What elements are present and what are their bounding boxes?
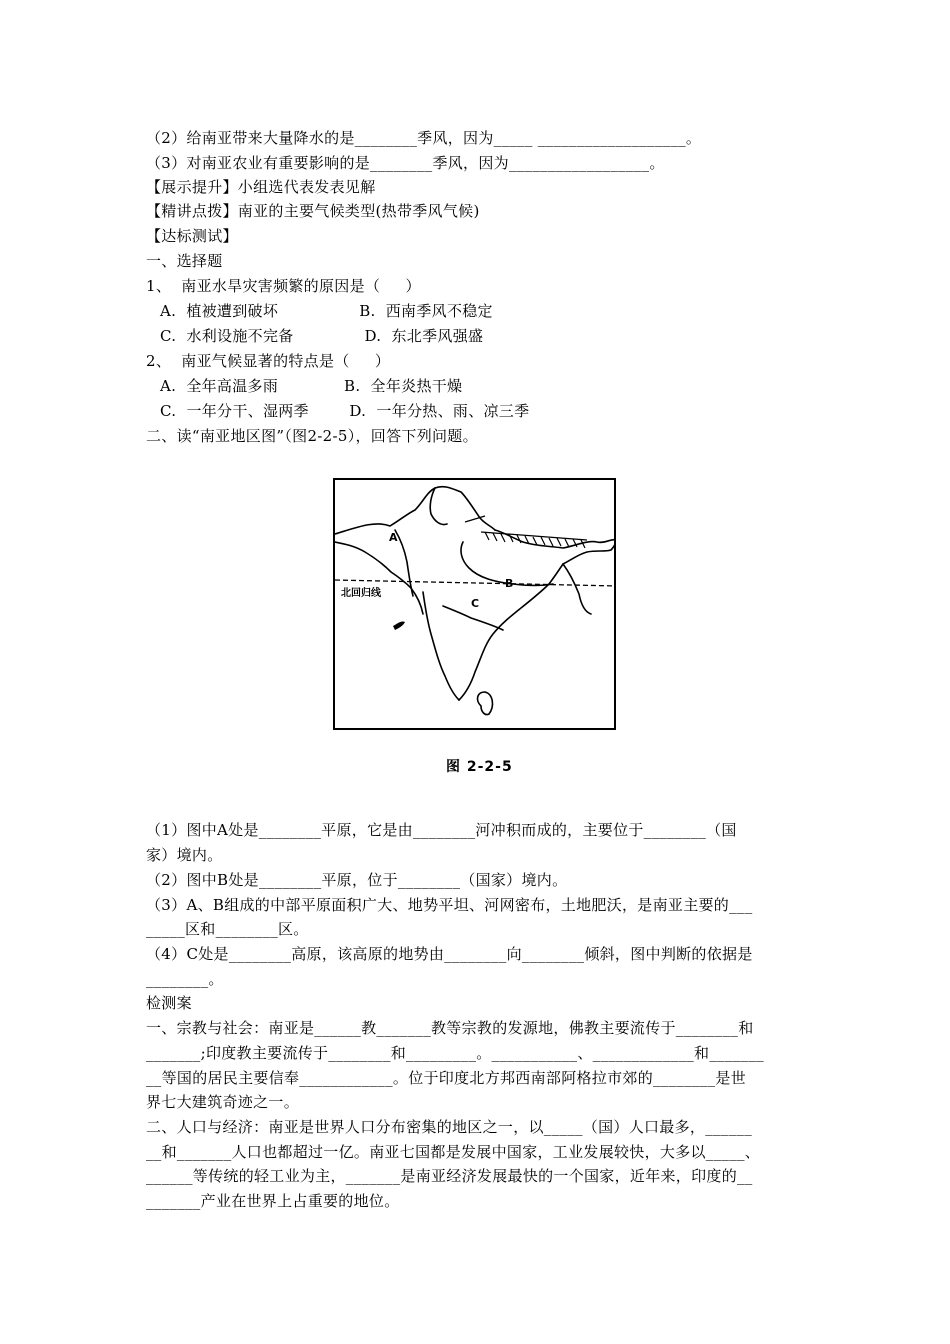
choice-q1: 1、 南亚水旱灾害频繁的原因是（ ）: [146, 277, 421, 295]
choice-q1-options-ab: A. 植被遭到破坏 B. 西南季风不稳定: [160, 302, 493, 320]
choice-q2-options-ab: A. 全年高温多雨 B. 全年炎热干燥: [160, 377, 463, 395]
economy-line3: ______等传统的轻工业为主，_______是南亚经济发展最快的一个国家，近年来，印度的__: [146, 1167, 753, 1185]
map-q1-line1: （1）图中A处是________平原，它是由________河冲积而成的，主要位于________（国: [146, 821, 737, 839]
economy-line1: 二、人口与经济：南亚是世界人口分布密集的地区之一，以_____（国）人口最多，______: [146, 1118, 753, 1136]
choice-q1-options-cd: C. 水利设施不完备 D. 东北季风强盛: [160, 327, 484, 345]
heading-choice: 一、选择题: [146, 252, 223, 270]
map-label-a: A: [389, 531, 398, 544]
map-q3-line1: （3）A、B组成的中部平原面积广大、地势平坦、河网密布，土地肥沃，是南亚主要的___: [146, 896, 753, 914]
q3-monsoon-agriculture: （3）对南亚农业有重要影响的是________季风，因为__________________。: [146, 154, 665, 172]
map-label-b: B: [505, 577, 514, 590]
religion-line3: __等国的居民主要信奉____________。位于印度北方邦西南部阿格拉市郊的________是世: [146, 1069, 747, 1087]
choice-q2-options-cd: C. 一年分干、湿两季 D. 一年分热、雨、凉三季: [160, 402, 530, 420]
religion-line1: 一、宗教与社会：南亚是______教_______教等宗教的发源地，佛教主要流传于________和: [146, 1019, 754, 1037]
south-asia-map: [333, 478, 616, 730]
map-caption: 图 2-2-5: [446, 759, 513, 775]
map-q3-line2: _____区和________区。: [146, 920, 309, 938]
q2-monsoon-rain: （2）给南亚带来大量降水的是________季风，因为_____ ___________________。: [146, 129, 702, 147]
map-label-c: C: [471, 597, 480, 610]
map-label-tropic: 北回归线: [341, 588, 381, 599]
economy-line2: __和_______人口也都超过一亿。南亚七国都是发展中国家，工业发展较快，大多以_____、: [146, 1143, 761, 1161]
section-test: 【达标测试】: [146, 227, 238, 245]
heading-check-plan: 检测案: [146, 994, 192, 1012]
heading-map-questions: 二、读“南亚地区图”（图2-2-5），回答下列问题。: [146, 427, 478, 445]
religion-line4: 界七大建筑奇迹之一。: [146, 1093, 300, 1111]
section-key-points: 【精讲点拨】南亚的主要气候类型(热带季风气候): [146, 202, 480, 220]
choice-q2: 2、 南亚气候显著的特点是（ ）: [146, 352, 391, 370]
map-q2: （2）图中B处是________平原，位于________（国家）境内。: [146, 871, 568, 889]
economy-line4: _______产业在世界上占重要的地位。: [146, 1192, 400, 1210]
map-q1-line2: 家）境内。: [146, 846, 223, 864]
section-show-improve: 【展示提升】小组选代表发表见解: [146, 178, 376, 196]
map-q4-line1: （4）C处是________高原，该高原的地势由________向________倾斜，图中判断的依据是: [146, 945, 753, 963]
map-q4-line2: ________。: [146, 970, 224, 988]
religion-line2: _______;印度教主要流传于________和_________。___________、_____________和_______: [146, 1044, 764, 1062]
